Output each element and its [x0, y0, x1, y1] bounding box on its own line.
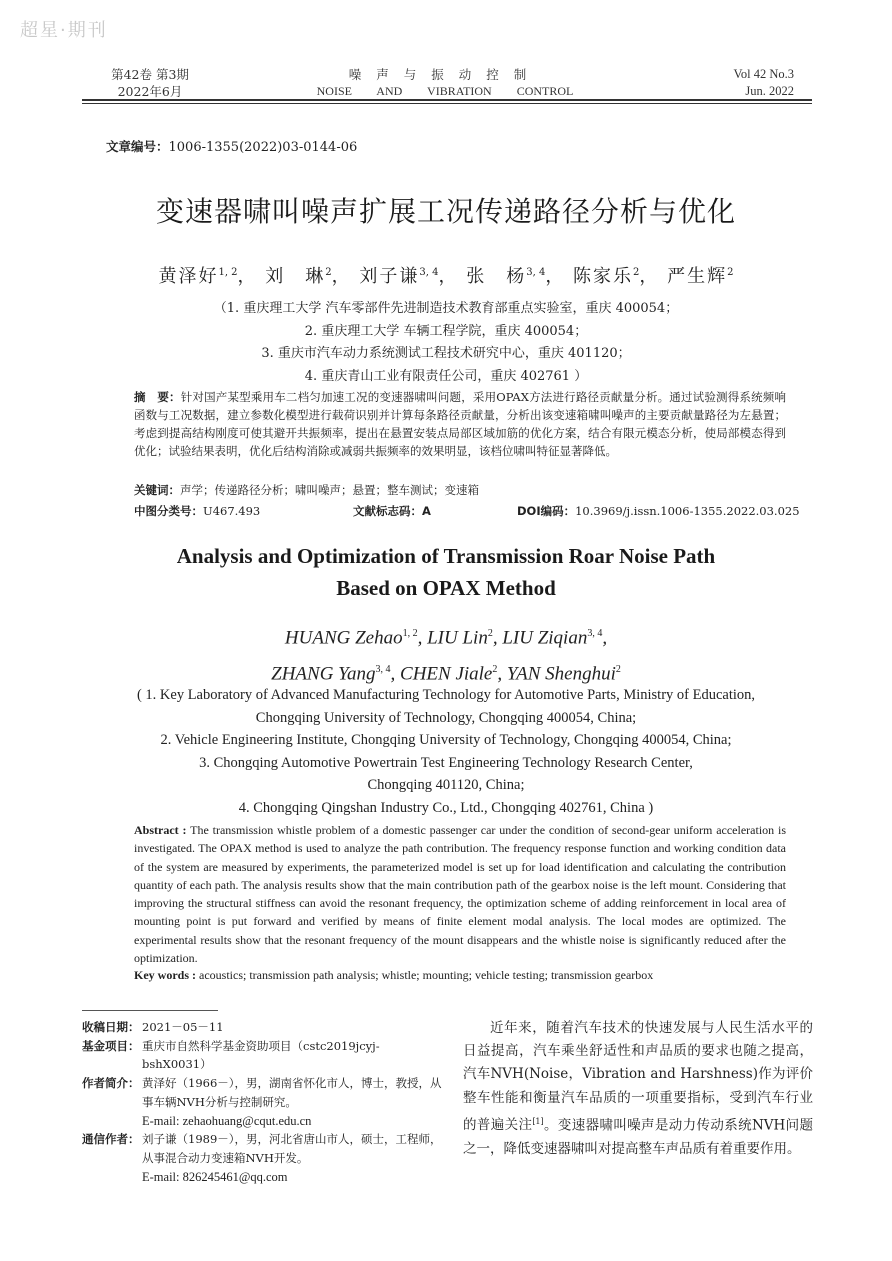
abstract-en-label: Abstract :: [134, 823, 187, 837]
affiliation-cn: 3. 重庆市汽车动力系统测试工程技术研究中心，重庆 401120；: [261, 346, 631, 361]
title-cn: 变速器啸叫噪声扩展工况传递路径分析与优化: [155, 195, 736, 228]
abstract-cn-text: 针对国产某型乘用车二档匀加速工况的变速器啸叫问题，采用OPAX方法进行路径贡献量分析。通过试验测得系统频响函数与工况数据，建立参数化模型进行载荷识别并计算每条路径贡献量，分析出该变速箱啸叫噪声的主要贡献量路径为左悬置；考虑到提高结构刚度可使其避开共振频率，提出在悬置安装点局部区域加筋的优化方案，结合有限元模态分析，使局部模态得到优化；试验结果表明，优化后结构消除或减弱共振频率的效果明显，该档位啸叫特征显著降低。: [134, 390, 786, 458]
title-en-line: Based on OPAX Method: [336, 576, 556, 600]
authors-en: [0, 618, 892, 691]
author-bio-label: 作者简介：: [82, 1076, 140, 1091]
authors-en-line: ZHANG Yang$^{3, 4}$, CHEN Jiale$^2$, YAN Shenghui$^2$: [271, 663, 621, 685]
author-affil: 1, 2: [218, 267, 238, 278]
author-cn: 严生辉: [667, 266, 728, 287]
author-cn: 黄泽好: [158, 266, 219, 287]
document-code-label: 文献标志码：: [353, 504, 422, 518]
author-affil: 2: [325, 267, 332, 278]
author-affil: 2: [615, 664, 621, 676]
affiliation-en: 4. Chongqing Qingshan Industry Co., Ltd., Chongqing 402761, China ): [238, 799, 654, 816]
author-email: E-mail: zehaohuang@cqut.edu.cn: [142, 1113, 312, 1128]
document-code-value: A: [422, 504, 431, 518]
keywords-en: [134, 968, 653, 983]
journal-name-en: NOISE AND VIBRATION CONTROL: [316, 84, 574, 98]
doi-value: 10.3969/j.issn.1006-1355.2022.03.025: [575, 504, 800, 518]
author-affil: 3, 4: [526, 267, 546, 278]
abstract-cn-label: 摘 要：: [134, 390, 181, 404]
fund-value: 重庆市自然科学基金资助项目（cstc2019jcyj-bshX0031）: [142, 1038, 380, 1072]
footnotes: [82, 1018, 442, 1186]
volume-date: Jun. 2022: [745, 84, 794, 98]
author-cn: 张 杨: [466, 266, 527, 287]
issue-date: 2022年6月: [117, 84, 183, 99]
article-number: [106, 137, 357, 155]
affiliation-en: Chongqing University of Technology, Chongqing 400054, China;: [255, 709, 637, 726]
author-en: HUANG Zehao: [284, 627, 403, 649]
affiliation-cn: （1. 重庆理工大学 汽车零部件先进制造技术教育部重点实验室，重庆 400054；: [213, 301, 679, 316]
issue-volume: 第42卷 第3期: [111, 67, 189, 82]
journal-issue: [104, 66, 196, 100]
fund-project: [82, 1037, 442, 1074]
title-en-line: Analysis and Optimization of Transmission Roar Noise Path: [176, 544, 716, 568]
journal-name: [300, 66, 590, 100]
author-en: LIU Lin: [427, 627, 488, 649]
corresponding-author: [82, 1130, 442, 1186]
corr-email: E-mail: 826245461@qq.com: [142, 1169, 288, 1184]
author-en: LIU Ziqian: [502, 627, 588, 649]
header-rule-thin: [82, 103, 812, 104]
received-label: 收稿日期：: [82, 1020, 140, 1034]
author-bio: [82, 1074, 442, 1130]
journal-volume-en: [718, 66, 794, 100]
header-rule: [82, 99, 812, 101]
affiliation-cn: 4. 重庆青山工业有限责任公司，重庆 402761 ）: [304, 368, 588, 384]
watermark-logo: 超星·期刊: [20, 20, 108, 41]
affiliation-en: 2. Vehicle Engineering Institute, Chongqing University of Technology, Chongqing 400054, China;: [160, 732, 732, 749]
journal-name-cn: 噪声与振动控制: [348, 67, 542, 82]
document-code: [353, 503, 431, 519]
keywords-en-label: Key words :: [134, 968, 196, 982]
author-en: CHEN Jiale: [400, 663, 493, 685]
author-en: YAN Shenghui: [506, 663, 616, 685]
author-affil: 3, 4: [419, 267, 439, 278]
abstract-en-text: The transmission whistle problem of a domestic passenger car under the condition of second-gear uniform acceleration is investigated. The OPAX method is used to analyze the path contribution. The frequency response function and working condition data of the system are measured by experiments, the parameterized model is set up for load identification and calculating the contribution quantity of each path. The analysis results show that the main contribution path of the gearbox noise is the left mount. Considering that improving the structural stiffness can avoid the resonant frequency, the optimization scheme of adding reinforcement in local area of mounting point is put forward and verified by means of finite element modal analysis. The local modes are optimized. The experimental results show that the resonant frequency of the mount disappears and the whistle noise is significantly reduced after the optimization.: [134, 823, 786, 966]
corr-value: 刘子谦（1989－），男，河北省唐山市人，硕士，工程师，从事混合动力变速箱NVH开发。: [142, 1132, 442, 1165]
classification-value: U467.493: [203, 504, 261, 518]
keywords-cn-text: 声学；传递路径分析；啸叫噪声；悬置；整车测试；变速箱: [180, 483, 479, 497]
author-cn: 刘子谦: [359, 266, 420, 287]
author-bio-value: 黄泽好（1966－），男，湖南省怀化市人，博士，教授，从事车辆NVH分析与控制研究。: [142, 1076, 442, 1109]
keywords-cn-label: 关键词：: [134, 483, 180, 497]
author-affil: 3, 4: [375, 664, 391, 676]
received-date: [82, 1018, 442, 1037]
fund-label: 基金项目：: [82, 1038, 140, 1053]
author-affil: 2: [492, 664, 498, 676]
author-bio-text: [142, 1074, 442, 1130]
affiliation-en: 3. Chongqing Automotive Powertrain Test Engineering Technology Research Center,: [199, 754, 693, 771]
volume-number: Vol 42 No.3: [733, 67, 794, 81]
corr-text: [142, 1130, 442, 1186]
corr-label: 通信作者：: [82, 1132, 140, 1147]
keywords-en-text: acoustics; transmission path analysis; whistle; mounting; vehicle testing; transmission gearbox: [199, 968, 654, 982]
affiliation-en: Chongqing 401120, China;: [367, 777, 525, 794]
affiliation-en: ( 1. Key Laboratory of Advanced Manufacturing Technology for Automotive Parts, Ministry of Education,: [136, 687, 756, 703]
classification-number: [134, 503, 260, 519]
author-affil: 1, 2: [402, 628, 418, 639]
article-number-label: 文章编号：: [106, 139, 169, 154]
author-affil: 2: [727, 267, 734, 278]
article-number-value: 1006-1355(2022)03-0144-06: [168, 140, 358, 155]
body-text: 近年来，随着汽车技术的快速发展与人民生活水平的日益提高，汽车乘坐舒适性和声品质的要求也随之提高，汽车NVH(Noise，Vibration and Harshness)作为评价整车性能和衡量汽车品质的一项重要指标，受到汽车行业的普遍关注: [463, 1020, 813, 1134]
affiliations-en: [0, 684, 892, 820]
doi: [517, 503, 800, 519]
received-value: 2021－05－11: [142, 1020, 224, 1034]
authors-cn: 黄泽好$^{1, 2}$， 刘 琳$^2$， 刘子谦$^{3, 4}$， 张 杨$^{3, 4}$， 陈家乐$^2$， 严生辉$^2$: [158, 266, 734, 287]
author-affil: 2: [633, 267, 640, 278]
body-paragraph: [463, 1017, 813, 1161]
affiliations-cn: [0, 298, 892, 388]
doi-label: DOI编码：: [517, 504, 576, 518]
affiliation-cn: 2. 重庆理工大学 车辆工程学院，重庆 400054；: [304, 323, 588, 339]
author-affil: 2: [487, 628, 493, 639]
authors-en-line: HUANG Zehao$^{1, 2}$, LIU Lin$^2$, LIU Ziqian$^{3, 4}$,: [284, 627, 608, 649]
abstract-en: [134, 821, 786, 967]
author-en: ZHANG Yang: [271, 663, 376, 685]
body-text-cont: 。变速器啸叫噪声是动力传动系统NVH问题之一，降低变速器啸叫对提高整车声品质有着重要作用。: [463, 1117, 813, 1157]
author-cn: 刘 琳: [265, 266, 326, 287]
title-en: [0, 540, 892, 604]
author-affil: 3, 4: [587, 628, 603, 639]
keywords-cn: [134, 482, 479, 498]
footnote-rule: [82, 1010, 218, 1011]
reference-mark: [1]: [532, 1116, 544, 1126]
classification-label: 中图分类号：: [134, 504, 203, 518]
author-cn: 陈家乐: [573, 266, 634, 287]
abstract-cn: [134, 388, 786, 460]
